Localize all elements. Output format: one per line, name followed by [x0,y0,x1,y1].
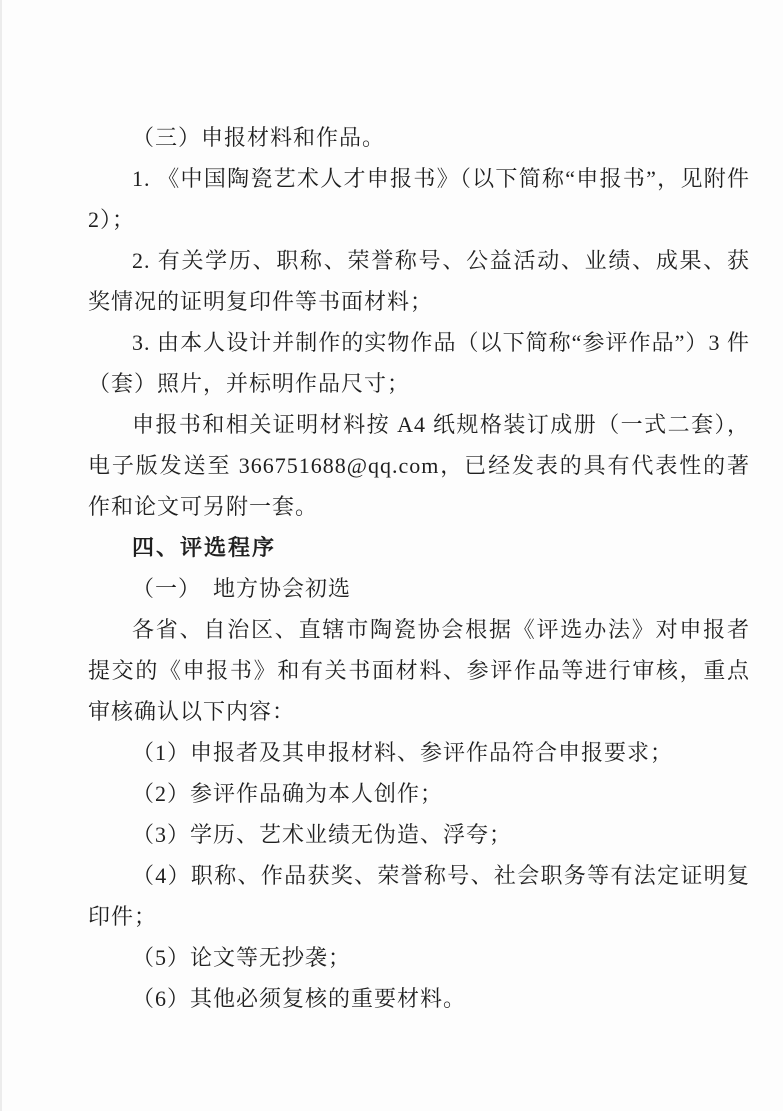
paragraph-item-3: 3. 由本人设计并制作的实物作品（以下简称“参评作品”）3 件（套）照片，并标明作品尺寸； [88,330,750,396]
paragraph-section-3-title: （三）申报材料和作品。 [132,125,386,150]
paragraph-check-item-1: （1）申报者及其申报材料、参评作品符合申报要求； [132,740,674,765]
paragraph-subsection-1-title: （一） 地方协会初选 [132,576,352,601]
section-4-heading: 四、评选程序 [132,535,277,560]
paragraph-subsection-1-intro: 各省、自治区、直辖市陶瓷协会根据《评选办法》对申报者提交的《申报书》和有关书面材料、参评作品等进行审核，重点审核确认以下内容： [88,617,750,724]
paragraph-check-item-2: （2）参评作品确为本人创作； [132,781,444,806]
paragraph-check-item-6: （6）其他必须复核的重要材料。 [132,986,467,1011]
paragraph-item-2: 2. 有关学历、职称、荣誉称号、公益活动、业绩、成果、获奖情况的证明复印件等书面材料； [88,248,750,314]
paragraph-item-1: 1. 《中国陶瓷艺术人才申报书》（以下简称“申报书”，见附件 2）； [88,166,750,232]
paragraph-binding-note: 申报书和相关证明材料按 A4 纸规格装订成册（一式二套），电子版发送至 366751688@qq.com，已经发表的具有代表性的著作和论文可另附一套。 [88,412,750,519]
document-content [2,0,783,1019]
paragraph-check-item-4: （4）职称、作品获奖、荣誉称号、社会职务等有法定证明复印件； [88,863,750,929]
paragraph-check-item-5: （5）论文等无抄袭； [132,945,352,970]
paragraph-check-item-3: （3）学历、艺术业绩无伪造、浮夸； [132,822,513,847]
